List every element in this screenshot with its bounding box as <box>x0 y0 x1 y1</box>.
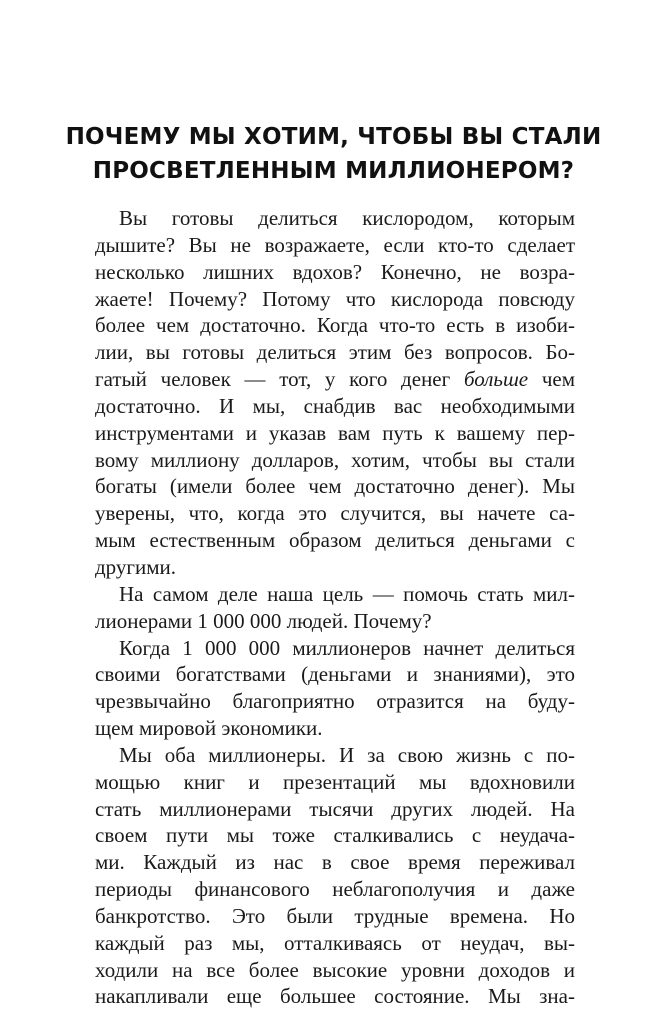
text-line: стать миллионерами тысячи других людей. На <box>95 796 575 821</box>
heading-line-2: ПРОСВЕТЛЕННЫМ МИЛЛИОНЕРОМ? <box>92 158 575 184</box>
text-line: Мы оба миллионеры. И за свою жизнь с по- <box>119 742 575 767</box>
text-line: своем пути мы тоже сталкивались с неудача- <box>95 823 575 848</box>
text-line: каждый раз мы, отталкиваясь от неудач, вы- <box>95 930 575 955</box>
text-line: другими. <box>95 554 177 579</box>
chapter-heading <box>60 120 607 188</box>
text-line: банкротство. Это были трудные времена. Но <box>95 903 575 928</box>
text-line: лионерами 1 000 000 людей. Почему? <box>95 608 432 633</box>
text-line: вому миллиону долларов, хотим, чтобы вы стали <box>95 447 575 472</box>
text-line: мым естественным образом делиться деньгами с <box>95 528 575 553</box>
text-segment: гатый человек — тот, у кого денег <box>95 367 451 392</box>
text-line: достаточно. И мы, снабдив вас необходимыми <box>95 393 575 418</box>
paragraph-3 <box>95 635 575 742</box>
text-line: мощью книг и презентаций мы вдохновили <box>95 769 575 794</box>
text-segment: чем <box>541 367 576 392</box>
text-line: ходили на все более высокие уровни доходов и <box>95 957 575 982</box>
heading-line-1: ПОЧЕМУ МЫ ХОТИМ, ЧТОБЫ ВЫ СТАЛИ <box>65 124 602 150</box>
text-line: На самом деле наша цель — помочь стать мил- <box>119 581 575 606</box>
text-line: Вы готовы делиться кислородом, которым <box>119 206 575 230</box>
text-line: ми. Каждый из нас в свое время переживал <box>95 850 575 875</box>
text-line: периоды финансового неблагополучия и даже <box>95 877 575 902</box>
body-text <box>95 205 575 1010</box>
text-line: богаты (имели более чем достаточно денег). Мы <box>95 474 575 499</box>
text-line: более чем достаточно. Когда что-то есть в изоби- <box>95 313 575 338</box>
text-line: щем мировой экономики. <box>95 716 323 741</box>
paragraph-1 <box>95 205 575 581</box>
text-line: накапливали еще большее состояние. Мы зна- <box>95 984 575 1009</box>
text-line: Когда 1 000 000 миллионеров начнет делиться <box>119 635 575 660</box>
text-line: уверены, что, когда это случится, вы начете са- <box>95 501 575 526</box>
text-line: инструментами и указав вам путь к вашему пер- <box>95 420 575 445</box>
text-line: жаете! Почему? Потому что кислорода повсюду <box>95 286 575 311</box>
text-line: дышите? Вы не возражаете, если кто-то сделает <box>95 232 575 257</box>
paragraph-2 <box>95 581 575 635</box>
text-line-with-emphasis <box>95 366 575 393</box>
text-line: лии, вы готовы делиться этим без вопросов. Бо- <box>95 340 575 365</box>
text-line: чрезвычайно благоприятно отразится на буду- <box>95 689 575 714</box>
emphasized-word: больше <box>463 367 529 392</box>
paragraph-4 <box>95 742 575 1010</box>
text-line: несколько лишних вдохов? Конечно, не возра- <box>95 259 575 284</box>
text-line: своими богатствами (деньгами и знаниями), это <box>95 662 575 687</box>
